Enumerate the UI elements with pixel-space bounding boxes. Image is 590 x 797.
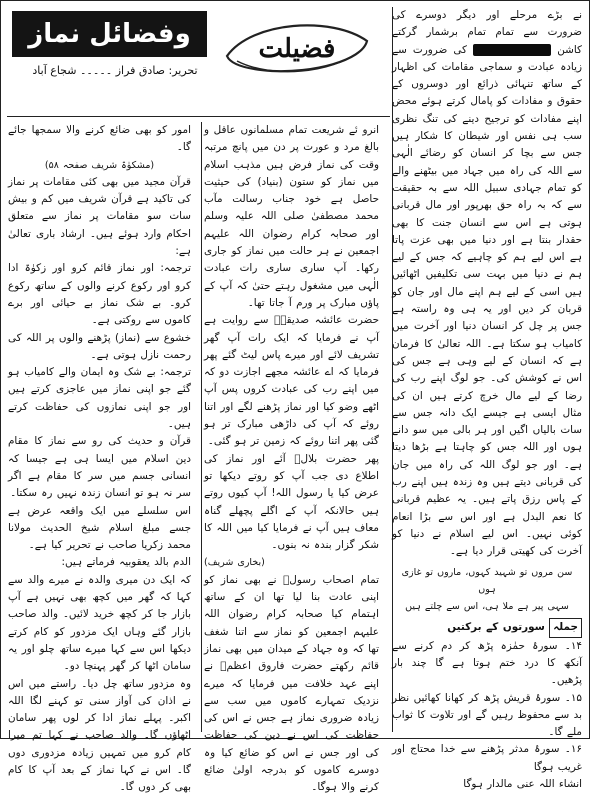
paragraph: ترجمہ: اور نماز قائم کرو اور زکوٰۃ ادا کرو اور رکوع کرنے والوں کے ساتھ رکوع کرو۔ بے شک نماز بے حیائی اور برے کاموں سے روکتی ہے۔ [8, 262, 191, 327]
paragraph: اس سلسلے میں ایک واقعہ عرض ہے جسے مبلغ اسلام شیخ الحدیث مولانا محمد زکریا صاحب نے تحریر کیا ہے۔ [8, 504, 191, 552]
couplet: سن مروں تو شہید کہوں، ماروں تو غازی ہوں سہی پیر ہے ملا ہی، اس سے چلتے ہیں [401, 566, 573, 613]
paragraph: پھر حضرت بلالؓ آئے اور نماز کی اطلاع دی جب آپ کو روتے دیکھا تو عرض کیا یا رسول اللہ! آپ کیوں روتے ہیں حالانکہ آپ کے اگلے پچھلے گناہ معاف ہیں آپ نے فرمایا کیا میں اللہ کا شکر گزار بندہ نہ بنوں۔ [204, 452, 379, 552]
paragraph: قرآن مجید میں بھی کئی مقامات پر نماز کی تاکید ہے قرآن شریف میں کم و بیش سات سو مقامات پر نماز سے متعلق احکام وارد ہوئے ہیں۔ ارشاد باری تعالیٰ ہے: [8, 175, 191, 258]
paragraph: خشوع سے (نماز) پڑھنے والوں پر اللہ کی رحمت نازل ہوتی ہے۔ [8, 331, 191, 361]
list-item: ۱۵۔ سورۂ قریش پڑھ کر کھانا کھائیں نظر بد سے محفوظ رہیں گے اور تلاوت کا ثواب ملے گا۔ [392, 691, 582, 739]
list-item-continuation: انشاء اللہ عنی مالدار ہوگا [463, 778, 582, 791]
paragraph: الدم بالد یعقوبیہ فرماتے ہیں: [61, 556, 191, 569]
paragraph: وہ مزدور ساتھ چل دیا۔ راستے میں اس نے اذان کی آواز سنی تو کہنے لگا اللہ اکبر۔ پہلے نماز ادا کر لوں پھر سامان اٹھاؤں گا۔ والد صاحب نے کہا تم میرا کام کرو میں تمہیں زیادہ مزدوری دوں گا۔ اس نے کہا نماز کے بعد آپ کا کام بھی کر دوں گا۔ [8, 677, 191, 794]
paragraph: نے بڑے مرحلے اور دیگر دوسرے کی ضرورت سے تمام تمام برشمار گرکتے کاشن کی ضرورت سے زیادہ عبادت و سماجی مقامات کی اظہار کے ساتھ تنہائی ذرائع اور دوسروں کے حقوق و مفادات کو پامال کرتے ہوئے محض اپنے مفادات کو ترجیح دینے کی تنگ نظری سب ہی نفس اور شیطان کا شکار ہیں جس سے بچا کر انسان کو رضائے الٰہی سے اللہ کی راہ میں جہاد میں بیٹھنے والے کو تمام جہادی سبیل اللہ سے بہ حقیقت سے کہ بہ راہ حق بھرپور اور مال قربانی ہوتی ہے اس سے انسان جنت کا بھی حقدار بنتا ہے اور دنیا میں بھی عزت پاتا ہے اس لیے ہم کو چاہیے کہ جس کے لیے ہم نے دنیا میں بہت سی تکلیفیں اٹھائیں ہیں اسی کے لیے ہم اپنے مال اور جان کو قربان کر دیں اور یہ ہی وہ راستہ ہے جس پر چل کر انسان دنیا اور آخرت میں کامیاب ہو سکتا ہے۔ اللہ تعالیٰ کا فرمان ہے کہ انسان کے لیے وہی ہے جس کی اس نے کوشش کی۔ جو لوگ اپنے رب کی رضا کے لیے مال خرچ کرتے ہیں ان کی مثال ایسی ہے جیسے ایک دانہ جس سے سات بالیاں اگیں اور ہر بالی میں سو دانے ہوں اور اللہ جس کو چاہتا ہے بڑھا دیتا ہے۔ اور جو لوگ اللہ کی راہ میں جان کی قربانی دیتے ہیں وہ زندہ ہیں اپنے رب کے پاس رزق پاتے ہیں۔ یہ عظیم قربانی کا نعم البدل ہے اور اس سے بڑا انعام کوئی نہیں۔ اس لیے اسلام نے دنیا کو آخرت کی کھیتی قرار دیا ہے۔ [392, 9, 583, 558]
reference-citation: (مشکوٰۃ شریف صفحہ ۵۸) [44, 159, 155, 171]
column-left [8, 122, 191, 797]
section-label-box: جملہ [549, 618, 582, 637]
paragraph: کہ ایک دن میری والدہ نے میرے والد سے کہا کہ گھر میں کچھ بھی نہیں ہے آپ بازار جا کر کچھ خرید لائیں۔ والد صاحب بازار گئے وہاں ایک مزدور کو کام کرتے دیکھا اس سے کہا میرے ساتھ چلو اور یہ سامان اٹھا کر گھر پہنچا دو۔ [8, 573, 191, 673]
logo-text: فضیلت [258, 34, 336, 64]
paragraph: امور کو بھی ضائع کرنے والا سمجھا جائے گا۔ [8, 124, 191, 154]
list-item: ۱۶۔ سورۂ مدثر پڑھنے سے خدا محتاج اور غریب ہوگا [392, 743, 582, 773]
paragraph: تمام اصحاب رسولؐ نے بھی نماز کو اپنی عادت بنا لیا تھا ان کے ساتھ اہتمام کیا صحابہ کرام رضوان اللہ علیہم اجمعین کو نماز سے اتنا شغف تھا کہ وہ جہاد کے میدان میں بھی نماز قائم رکھتے حضرت فاروق اعظمؓ نے اپنے عہد خلافت میں فرمایا کہ میرے نزدیک تمہارے کاموں میں سب سے زیادہ ضروری نماز ہے جس نے اس کی حفاظت کی اس نے دین کی حفاظت کی اور جس نے اس کو ضائع کیا وہ دوسرے کاموں کو بدرجہ اولیٰ ضائع کرنے والا ہوگا۔ [204, 573, 379, 794]
header-divider [7, 116, 390, 117]
paragraph: قرآن و حدیث کی رو سے نماز کا مقام دین اسلام میں ایسا ہی ہے جیسا کہ انسانی جسم میں سر کا مقام ہے اگر سر نہ ہو تو انسان زندہ نہیں رہ سکتا۔ [8, 435, 191, 500]
redaction-mark [473, 44, 551, 56]
column-right [392, 7, 582, 793]
column-divider-left [201, 122, 202, 732]
calligraphy-logo [212, 11, 377, 81]
paragraph: حضرت عائشہ صدیقہؓ سے روایت ہے آپ نے فرمایا کہ ایک رات آپ گھر تشریف لائے اور میرے پاس لیٹ گئے پھر فرمایا کہ اے عائشہ مجھے اجازت دو کہ میں اپنے رب کی عبادت کروں پس آپ اٹھے وضو کیا اور نماز پڑھنے لگے اور اتنا روئے کہ آپ کی داڑھی مبارک تر ہو گئی پھر اتنا روئے کہ زمین تر ہو گئی۔ [204, 314, 379, 448]
paragraph: ترجمہ: بے شک وہ ایمان والے کامیاب ہو گئے جو اپنی نماز میں عاجزی کرتے ہیں اور جو اپنی نمازوں کی حفاظت کرتے ہیں۔ [8, 366, 191, 431]
paragraph: انرو ئے شریعت تمام مسلمانوں عاقل و بالغ مرد و عورت پر دن میں پانچ مرتبہ وقت کی نماز فرض ہیں مذہب اسلام میں نماز کو ستون (بنیاد) کی حیثیت حاصل ہے خود جناب رسالت مآب محمد مصطفیٰ صلی اللہ علیہ وسلم اور صحابہ کرام رضوان اللہ علیہم اجمعین نے ہر حالت میں نماز کو جاری رکھا۔ آپ ساری ساری رات عبادت الٰہی میں مشغول رہتے حتیٰ کہ آپ کے پاؤں مبارک پر ورم آ جاتا تھا۔ [204, 124, 379, 309]
article-header [7, 7, 390, 115]
section-heading: جملہ سورتوں کے برکتیں [392, 618, 582, 637]
article-title-banner: وفضائل نماز [12, 11, 207, 57]
column-middle [204, 122, 379, 797]
reference-citation: (بخاری شریف) [204, 557, 265, 569]
list-item: ۱۴۔ سورۂ حمٰزہ پڑھ کر دم کرنے سے آنکھ کا درد ختم ہوتا ہے گا چند بار پڑھیں۔ [392, 639, 582, 687]
article-byline: تحریر: صادق فراز ۔۔۔۔۔ شجاع آباد [32, 64, 198, 77]
